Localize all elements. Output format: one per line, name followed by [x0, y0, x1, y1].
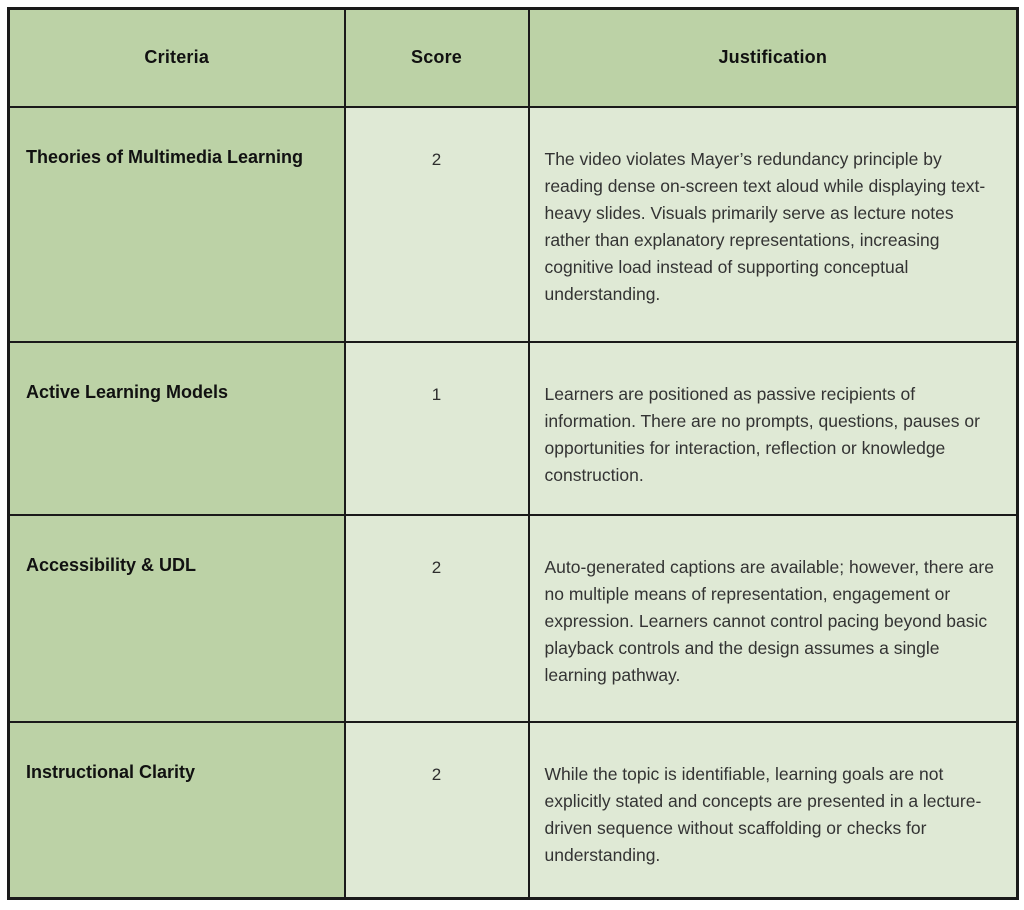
justification-cell: While the topic is identifiable, learning goals are not explicitly stated and concepts are presented in a lecture-driven sequence without scaffolding or checks for understanding.: [529, 722, 1018, 899]
justification-cell: Auto-generated captions are available; however, there are no multiple means of representation, engagement or expression. Learners cannot control pacing beyond basic playback controls and the design assumes a single learning pathway.: [529, 515, 1018, 722]
table-header-row: [9, 9, 1018, 107]
header-cell-score: Score: [345, 9, 529, 107]
table-row-active-learning: [9, 342, 1018, 515]
criteria-cell: Accessibility & UDL: [9, 515, 345, 722]
justification-cell: The video violates Mayer’s redundancy principle by reading dense on-screen text aloud while displaying text-heavy slides. Visuals primarily serve as lecture notes rather than explanatory representations, increasing cognitive load instead of supporting conceptual understanding.: [529, 107, 1018, 342]
table-row-multimedia-learning: [9, 107, 1018, 342]
evaluation-rubric-table: [7, 7, 1019, 900]
score-cell: 2: [345, 515, 529, 722]
header-cell-justification: Justification: [529, 9, 1018, 107]
justification-cell: Learners are positioned as passive recipients of information. There are no prompts, questions, pauses or opportunities for interaction, reflection or knowledge construction.: [529, 342, 1018, 515]
table-row-accessibility-udl: [9, 515, 1018, 722]
score-cell: 2: [345, 107, 529, 342]
criteria-cell: Active Learning Models: [9, 342, 345, 515]
criteria-cell: Instructional Clarity: [9, 722, 345, 899]
score-cell: 1: [345, 342, 529, 515]
table-row-instructional-clarity: [9, 722, 1018, 899]
header-cell-criteria: Criteria: [9, 9, 345, 107]
score-cell: 2: [345, 722, 529, 899]
criteria-cell: Theories of Multimedia Learning: [9, 107, 345, 342]
